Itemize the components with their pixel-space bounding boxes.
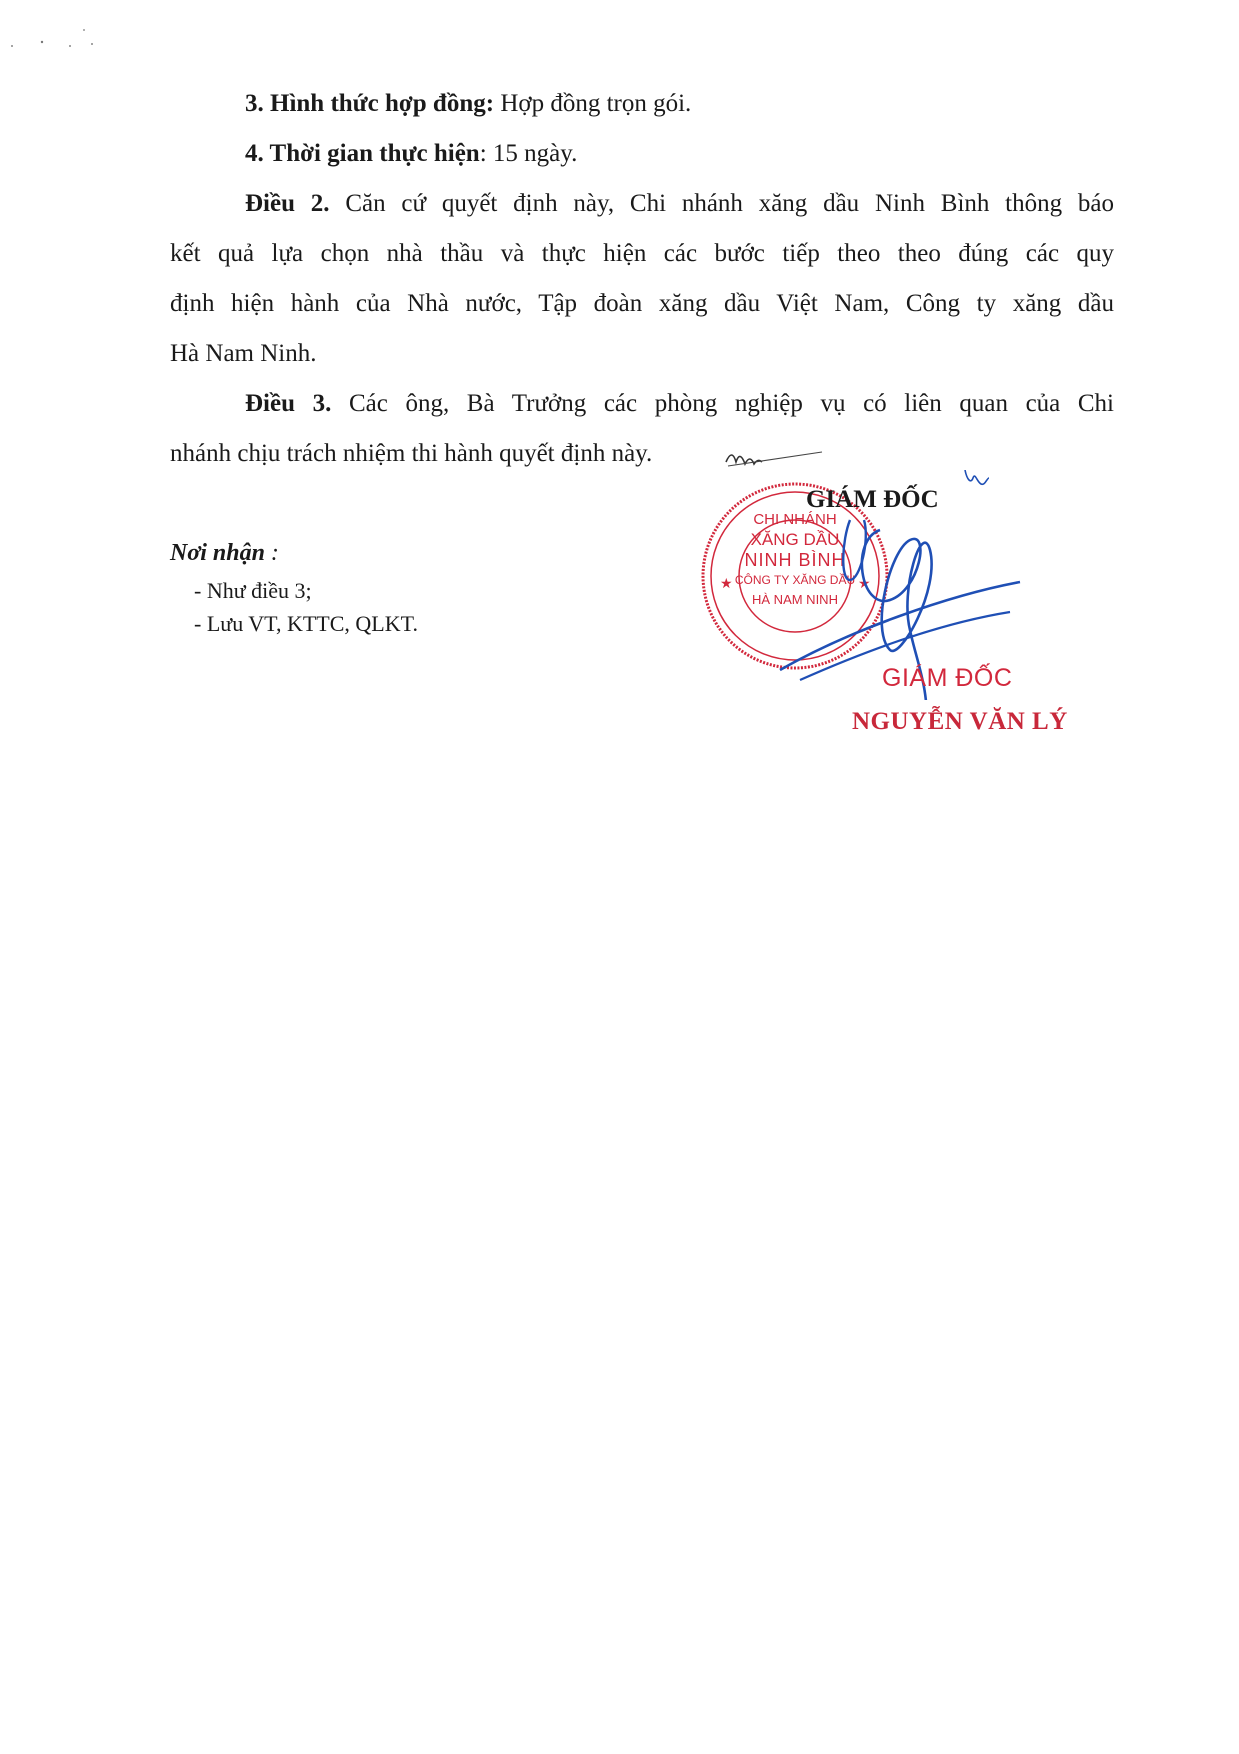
recipients-title: Nơi nhận :	[170, 540, 279, 566]
article2-label: Điều 2.	[245, 190, 330, 217]
svg-text:★: ★	[720, 575, 733, 591]
recipient-item: - Như điều 3;	[194, 578, 312, 603]
duration-line	[245, 139, 577, 169]
svg-text:★: ★	[858, 575, 871, 591]
article3-label: Điều 3.	[245, 390, 332, 417]
article2-line4: Hà Nam Ninh.	[170, 340, 317, 367]
duration-label: 4. Thời gian thực hiện	[245, 140, 480, 167]
contract-form-line	[245, 89, 691, 119]
signer-name: NGUYỄN VĂN LÝ	[852, 708, 1068, 735]
article2-line1: Điều 2. Căn cứ quyết định này, Chi nhánh xăng dầu Ninh Bình thông báo	[245, 190, 1115, 217]
duration-value: : 15 ngày.	[479, 140, 578, 167]
article2-line3: định hiện hành của Nhà nước, Tập đoàn xăng dầu Việt Nam, Công ty xăng dầu	[170, 290, 1114, 317]
contract-form-value: Hợp đồng trọn gói.	[494, 90, 692, 117]
stamp-title: GIÁM ĐỐC	[882, 664, 1013, 692]
recipient-item: - Lưu VT, KTTC, QLKT.	[194, 611, 418, 636]
article2-line2: kết quả lựa chọn nhà thầu và thực hiện các bước tiếp theo theo đúng các quy	[170, 240, 1114, 267]
scan-specks	[0, 0, 120, 60]
article3-line2: nhánh chịu trách nhiệm thi hành quyết định này.	[170, 440, 653, 467]
article3-line1: Điều 3. Các ông, Bà Trưởng các phòng nghiệp vụ có liên quan của Chi	[245, 390, 1114, 417]
contract-form-label: 3. Hình thức hợp đồng:	[245, 90, 495, 117]
seal-text: CHI NHÁNH XĂNG DẦU NINH BÌNH CÔNG TY XĂNG DẦU HÀ NAM NINH	[734, 511, 856, 607]
signature-title: GIÁM ĐỐC	[806, 486, 939, 513]
